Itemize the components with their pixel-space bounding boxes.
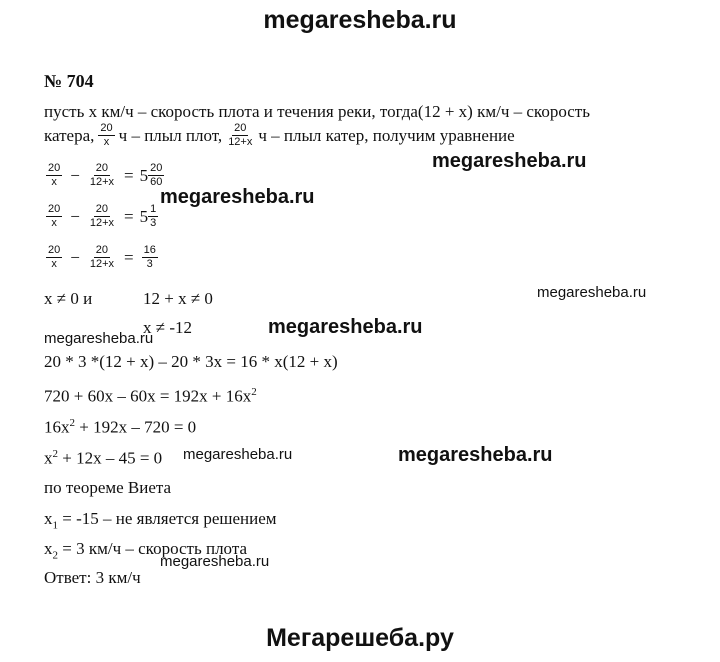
- task-number: № 704: [44, 71, 94, 91]
- step-2: [44, 382, 257, 407]
- exponent: 2: [52, 448, 58, 460]
- root-var: x: [44, 509, 53, 528]
- watermark: megaresheba.ru: [432, 150, 587, 172]
- fraction-20-over-12x: [88, 162, 116, 189]
- condition-12x-nonzero: 12 + x ≠ 0: [143, 289, 213, 308]
- fraction-numerator: 20: [95, 244, 109, 256]
- watermark: megaresheba.ru: [268, 316, 423, 338]
- root-2-text: = 3 км/ч – скорость плота: [58, 539, 248, 558]
- fraction-numerator: 20: [95, 162, 109, 174]
- equation-2: [44, 203, 160, 230]
- fraction-numerator: 20: [95, 203, 109, 215]
- fraction-denominator: 12+x: [228, 136, 253, 148]
- fraction-16-over-3: [142, 244, 158, 271]
- minus-sign: −: [70, 206, 80, 226]
- equation-3: [44, 244, 160, 271]
- fraction-20-over-12x: [88, 244, 116, 271]
- fraction-denominator: 12+x: [89, 217, 115, 229]
- fraction-denominator: 60: [150, 176, 163, 188]
- fraction-denominator: x: [51, 258, 57, 270]
- exponent: 2: [251, 386, 257, 398]
- step-2-text: 720 + 60x – 60x = 192x + 16x: [44, 386, 252, 406]
- fraction-numerator: 16: [143, 244, 156, 256]
- header-site-title: megaresheba.ru: [263, 6, 457, 34]
- fraction-denominator: 3: [150, 217, 157, 229]
- fraction-denominator: 12+x: [89, 176, 115, 188]
- fraction-numerator: 20: [150, 162, 163, 174]
- watermark: megaresheba.ru: [183, 446, 293, 463]
- step-4: [44, 444, 162, 469]
- text-line-2-b: ч – плыл плот,: [118, 125, 223, 145]
- root-index: 2: [52, 549, 58, 562]
- watermark: megaresheba.ru: [398, 444, 553, 466]
- equals-sign: =: [124, 206, 134, 226]
- watermark: megaresheba.ru: [537, 284, 647, 301]
- fraction-denominator: x: [103, 136, 110, 148]
- step-1: 20 * 3 *(12 + x) – 20 * 3x = 16 * x(12 + x): [44, 352, 338, 371]
- step-3-text-a: 16x: [44, 417, 70, 437]
- fraction-20-over-x: [98, 122, 114, 149]
- fraction-20-over-x: [46, 162, 62, 189]
- step-3-text-b: + 192x – 720 = 0: [75, 417, 197, 437]
- text-line-2-a: катера,: [44, 125, 95, 145]
- footer-site-title: Мегарешеба.ру: [266, 624, 454, 652]
- fraction-mixed-part: [148, 162, 164, 189]
- fraction-denominator: x: [51, 217, 57, 229]
- fraction-numerator: 20: [234, 122, 247, 134]
- fraction-denominator: 12+x: [89, 258, 115, 270]
- text-line-2: [44, 122, 515, 149]
- mixed-whole: 5: [139, 206, 149, 226]
- fraction-numerator: 20: [48, 203, 61, 215]
- exponent: 2: [69, 417, 75, 429]
- root-1-text: = -15 – не является решением: [58, 509, 277, 528]
- fraction-20-over-x: [46, 244, 62, 271]
- text-line-2-c: ч – плыл катер, получим уравнение: [258, 125, 515, 145]
- root-index: 1: [52, 519, 58, 532]
- minus-sign: −: [70, 247, 80, 267]
- watermark: megaresheba.ru: [44, 330, 154, 347]
- equation-1: [44, 162, 166, 189]
- equals-sign: =: [124, 247, 134, 267]
- watermark: megaresheba.ru: [160, 186, 315, 208]
- step-4-text-a: x: [44, 448, 53, 468]
- step-3: [44, 413, 196, 438]
- step-4-text-b: + 12x – 45 = 0: [58, 448, 163, 468]
- fraction-20-over-x: [46, 203, 62, 230]
- mixed-whole: 5: [139, 165, 149, 185]
- fraction-numerator: 20: [100, 122, 113, 134]
- fraction-20-over-12x: [88, 203, 116, 230]
- fraction-20-over-12x: [226, 122, 254, 149]
- condition-x-not-minus12: x ≠ -12: [143, 318, 192, 337]
- fraction-denominator: 3: [146, 258, 153, 270]
- minus-sign: −: [70, 165, 80, 185]
- fraction-numerator: 20: [48, 162, 61, 174]
- fraction-numerator: 20: [48, 244, 61, 256]
- vieta-label: по теореме Виета: [44, 478, 172, 497]
- fraction-denominator: x: [51, 176, 57, 188]
- fraction-mixed-part: [148, 203, 158, 230]
- equals-sign: =: [124, 165, 134, 185]
- root-var: x: [44, 539, 53, 558]
- text-line-1: пусть x км/ч – скорость плота и течения реки, тогда(12 + x) км/ч – скорость: [44, 102, 590, 121]
- watermark: megaresheba.ru: [160, 553, 270, 570]
- fraction-numerator: 1: [150, 203, 157, 215]
- root-1: [44, 509, 277, 535]
- answer: Ответ: 3 км/ч: [44, 568, 141, 587]
- condition-x-nonzero: x ≠ 0 и: [44, 289, 93, 308]
